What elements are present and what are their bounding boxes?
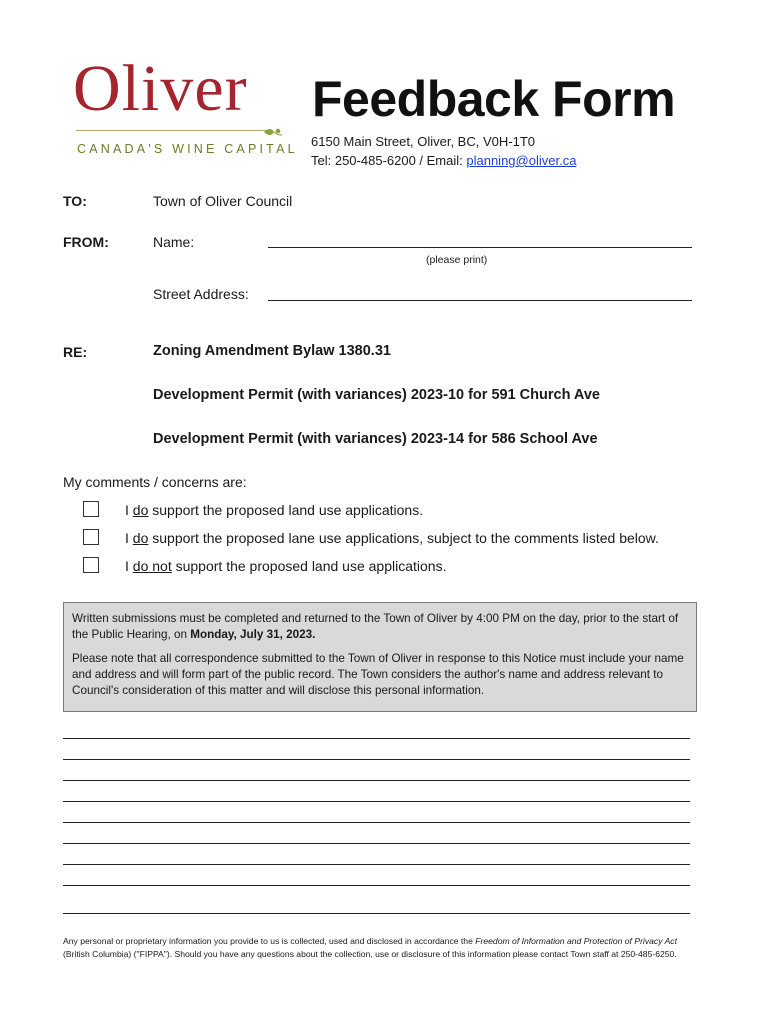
- footer-text: (British Columbia) ("FIPPA"). Should you have any questions about the collection, use or disclosure of this information please contact Town staff at 250-485-6250.: [63, 949, 677, 959]
- option-emphasis: do: [132, 530, 149, 546]
- support-with-comments-checkbox[interactable]: [83, 529, 99, 545]
- support-checkbox[interactable]: [83, 501, 99, 517]
- from-label: FROM:: [63, 234, 109, 250]
- name-label: Name:: [153, 234, 195, 250]
- comment-line[interactable]: [63, 913, 690, 914]
- notice-deadline: [72, 611, 688, 643]
- comment-line[interactable]: [63, 780, 690, 781]
- re-item-zoning-bylaw: Zoning Amendment Bylaw 1380.31: [153, 343, 391, 359]
- option-text: support the proposed lane use applications, subject to the comments listed below.: [148, 530, 659, 546]
- re-label: RE:: [63, 344, 88, 360]
- option-emphasis: do: [132, 502, 149, 518]
- office-address: 6150 Main Street, Oliver, BC, V0H-1T0: [311, 134, 535, 149]
- option-do-not-support: [125, 558, 446, 574]
- option-emphasis: do not: [132, 558, 172, 574]
- comment-line[interactable]: [63, 864, 690, 865]
- option-text: support the proposed land use applications.: [148, 502, 424, 518]
- name-hint: (please print): [426, 254, 488, 266]
- street-address-label: Street Address:: [153, 286, 249, 302]
- comment-line[interactable]: [63, 843, 690, 844]
- option-text: support the proposed land use applications.: [171, 558, 447, 574]
- comment-line[interactable]: [63, 801, 690, 802]
- re-item-dp-2023-14: Development Permit (with variances) 2023-14 for 586 School Ave: [153, 431, 598, 447]
- name-input-line[interactable]: [268, 247, 692, 248]
- to-value: Town of Oliver Council: [153, 193, 293, 209]
- option-support-with-comments: [125, 530, 659, 546]
- option-text: I: [125, 530, 133, 546]
- submission-notice: [63, 602, 697, 712]
- notice-privacy: Please note that all correspondence submitted to the Town of Oliver in response to this Notice must include your name and address and will form part of the public record. The Town considers the author's name and address relevant to Council's consideration of this matter and will disclose this personal information.: [72, 652, 684, 697]
- option-text: I: [125, 502, 133, 518]
- logo-tagline: CANADA'S WINE CAPITAL: [77, 142, 298, 156]
- re-item-dp-2023-10: Development Permit (with variances) 2023-10 for 591 Church Ave: [153, 387, 600, 403]
- comment-line[interactable]: [63, 759, 690, 760]
- contact-phone: Tel: 250-485-6200 / Email:: [311, 153, 467, 168]
- notice-deadline-text: Written submissions must be completed and returned to the Town of Oliver by 4:00 PM on the day, prior to the start of the Public Hearing, on: [72, 612, 679, 641]
- logo-divider: [76, 130, 272, 131]
- privacy-footer: [63, 935, 698, 961]
- grape-leaf-icon: [262, 126, 284, 140]
- to-label: TO:: [63, 193, 87, 209]
- footer-text: Any personal or proprietary information you provide to us is collected, used and disclosed in accordance the: [63, 936, 476, 946]
- comment-line[interactable]: [63, 885, 690, 886]
- notice-deadline-date: Monday, July 31, 2023.: [190, 628, 316, 641]
- footer-act-name: Freedom of Information and Protection of Privacy Act: [475, 936, 677, 946]
- comment-line[interactable]: [63, 738, 690, 739]
- do-not-support-checkbox[interactable]: [83, 557, 99, 573]
- street-address-input-line[interactable]: [268, 300, 692, 301]
- oliver-logo-wordmark: Oliver: [73, 52, 248, 125]
- comment-line[interactable]: [63, 822, 690, 823]
- page-title: Feedback Form: [312, 71, 676, 127]
- option-support: [125, 502, 423, 518]
- option-text: I: [125, 558, 133, 574]
- comments-heading: My comments / concerns are:: [63, 474, 247, 490]
- contact-line: [311, 153, 576, 168]
- email-link[interactable]: planning@oliver.ca: [466, 153, 577, 168]
